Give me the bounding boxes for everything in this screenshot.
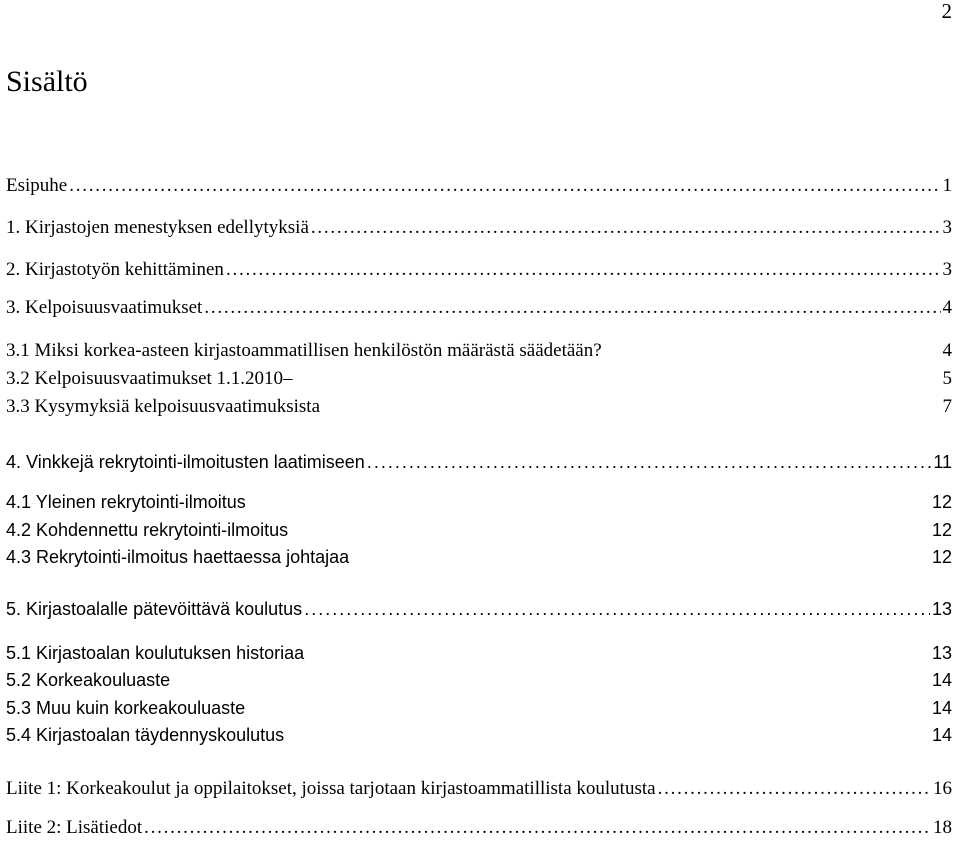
toc-entry-text: Liite 1: Korkeakoulut ja oppilaitokset, joissa tarjotaan kirjastoammatillista koulutusta xyxy=(6,778,656,799)
toc-entry-text: 5.3 Muu kuin korkeakouluaste xyxy=(6,698,246,718)
toc-entry-page: 3 xyxy=(942,259,952,280)
toc-entry-page: 14 xyxy=(931,725,952,745)
toc-entry-text: 2. Kirjastotyön kehittäminen xyxy=(6,259,224,280)
toc-entry-text: 4.2 Kohdennettu rekrytointi-ilmoitus xyxy=(6,520,289,540)
toc-entry[interactable] xyxy=(6,395,952,419)
toc-entry[interactable] xyxy=(6,258,952,282)
toc-entry[interactable] xyxy=(6,174,952,198)
toc-entry-text: Esipuhe xyxy=(6,175,68,196)
toc-entry-text: 3.2 Kelpoisuusvaatimukset 1.1.2010– xyxy=(6,368,293,389)
toc-dot-leader xyxy=(144,816,931,840)
toc-dot-leader xyxy=(367,450,931,474)
toc-entry-text: 3.3 Kysymyksiä kelpoisuusvaatimuksista xyxy=(6,396,321,417)
toc-entry-page: 18 xyxy=(933,817,952,838)
toc-entry-text: 3. Kelpoisuusvaatimukset xyxy=(6,297,203,318)
toc-entry-page: 12 xyxy=(931,520,952,540)
toc-entry-page: 12 xyxy=(931,492,952,512)
toc-entry-text: 5.1 Kirjastoalan koulutuksen historiaa xyxy=(6,643,305,663)
toc-entry-text: 4.1 Yleinen rekrytointi-ilmoitus xyxy=(6,492,246,512)
toc-dot-leader xyxy=(658,777,931,801)
toc-entry-text: 5.2 Korkeakouluaste xyxy=(6,670,171,690)
toc-entry-page: 1 xyxy=(942,175,952,196)
toc-entry-page: 16 xyxy=(933,778,952,799)
toc-entry-text: Liite 2: Lisätiedot xyxy=(6,817,143,838)
toc-entry-text: 5. Kirjastoalalle pätevöittävä koulutus xyxy=(6,599,303,619)
toc-entry[interactable] xyxy=(6,723,952,747)
toc-entry-page: 3 xyxy=(942,217,952,238)
toc-entry[interactable] xyxy=(6,296,952,320)
toc-entry-page: 7 xyxy=(942,396,952,417)
toc-entry-text: 4.3 Rekrytointi-ilmoitus haettaessa johtajaa xyxy=(6,547,350,567)
toc-entry-page: 13 xyxy=(931,599,952,619)
toc-dot-leader xyxy=(226,258,941,282)
toc-entry[interactable] xyxy=(6,490,952,514)
toc-entry[interactable] xyxy=(6,216,952,240)
toc-entry-text: 4. Vinkkejä rekrytointi-ilmoitusten laatimiseen xyxy=(6,452,365,472)
toc-entry-page: 5 xyxy=(942,368,952,389)
toc-entry-page: 14 xyxy=(931,670,952,690)
toc-entry-text: 3.1 Miksi korkea-asteen kirjastoammatillisen henkilöstön määrästä säädetään? xyxy=(6,340,602,361)
page-title: Sisältö xyxy=(6,65,88,98)
toc-entry[interactable] xyxy=(6,777,952,801)
toc-entry-text: 1. Kirjastojen menestyksen edellytyksiä xyxy=(6,217,309,238)
toc-entry-text: 5.4 Kirjastoalan täydennyskoulutus xyxy=(6,725,285,745)
toc-entry[interactable] xyxy=(6,339,952,363)
toc-entry[interactable] xyxy=(6,545,952,569)
toc-entry-page: 4 xyxy=(942,297,952,318)
toc-entry-page: 11 xyxy=(933,452,952,472)
toc-entry[interactable] xyxy=(6,518,952,542)
toc-entry-page: 4 xyxy=(942,340,952,361)
toc-entry[interactable] xyxy=(6,816,952,840)
page-number: 2 xyxy=(941,0,952,23)
toc-dot-leader xyxy=(69,174,940,198)
toc-entry-page: 12 xyxy=(931,547,952,567)
toc-entry-page: 13 xyxy=(931,643,952,663)
toc-entry[interactable] xyxy=(6,597,952,621)
toc-dot-leader xyxy=(311,216,941,240)
toc-entry-page: 14 xyxy=(931,698,952,718)
toc-entry[interactable] xyxy=(6,696,952,720)
toc-entry[interactable] xyxy=(6,641,952,665)
toc-entry[interactable] xyxy=(6,668,952,692)
toc-entry[interactable] xyxy=(6,450,952,474)
toc-dot-leader xyxy=(204,296,940,320)
toc-dot-leader xyxy=(304,597,930,621)
toc-entry[interactable] xyxy=(6,367,952,391)
